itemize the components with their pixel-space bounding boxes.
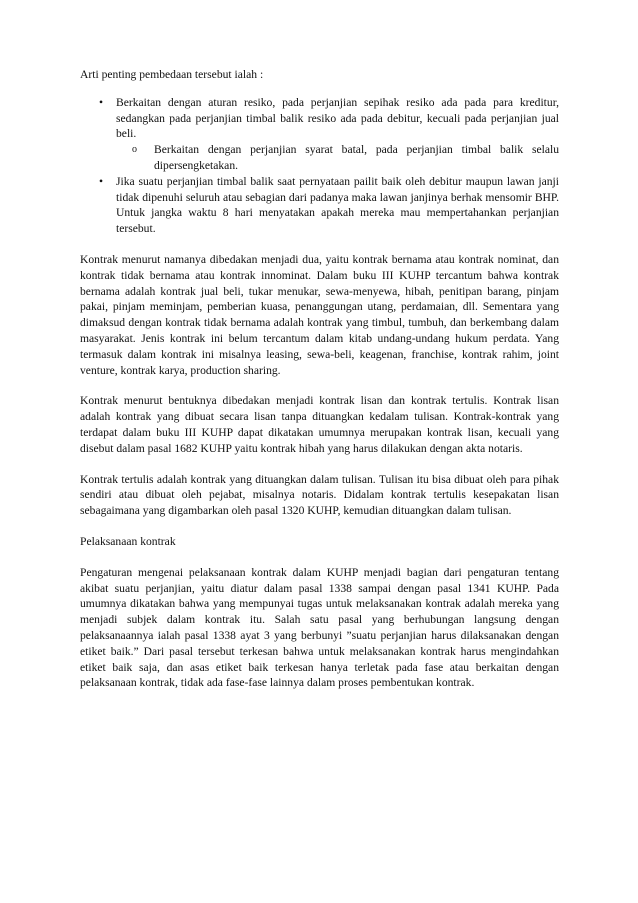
paragraph-kontrak-bentuk: Kontrak menurut bentuknya dibedakan menjadi kontrak lisan dan kontrak tertulis. Kontrak lisan adalah kontrak yang dibuat secara lisan tanpa dituangkan kedalam tulisan. Kontrak-kontrak yang terdapat dalam buku III KUHP dapat dikatakan umumnya merupakan kontrak lisan, kecuali yang disebut dalam pasal 1682 KUHP yaitu kontrak hibah yang harus dilakukan dengan akta notaris. [80, 394, 559, 455]
sub-bullet-list [116, 142, 559, 174]
section-heading: Pelaksanaan kontrak [80, 534, 176, 548]
bullet-marker: • [98, 174, 104, 188]
bullet-marker: • [98, 95, 104, 109]
bullet-text: Berkaitan dengan aturan resiko, pada perjanjian sepihak resiko ada pada para kreditur, sedangkan pada perjanjian timbal balik resiko ada pada debitur, kecuali pada perjanjian jual beli. [116, 95, 559, 141]
sub-bullet-item [132, 142, 559, 174]
bullet-list [80, 95, 559, 237]
document-page [80, 67, 559, 691]
bullet-text: Jika suatu perjanjian timbal balik saat pernyataan pailit baik oleh debitur maupun lawan janji tidak dipenuhi seluruh atau sebagian dari padanya maka lawan janjinya berhak mensomir BHP. Untuk jangka waktu 8 hari menyatakan apakah mereka mau mempertahankan perjanjian tersebut. [116, 174, 559, 236]
paragraph-kontrak-tertulis: Kontrak tertulis adalah kontrak yang dituangkan dalam tulisan. Tulisan itu bisa dibuat oleh para pihak sendiri atau dibuat oleh pejabat, misalnya notaris. Didalam kontrak tertulis kesepakatan lisan sebagaimana yang digambarkan oleh pasal 1320 KUHP, kemudian dituangkan dalam tulisan. [80, 472, 559, 518]
bullet-item [80, 174, 559, 237]
sub-bullet-marker: o [132, 144, 137, 156]
paragraph-kontrak-nama: Kontrak menurut namanya dibedakan menjadi dua, yaitu kontrak bernama atau kontrak nominat, dan kontrak tidak bernama atau kontrak innominat. Dalam buku III KUHP tercantum bahwa kontrak bernama adalah kontrak jual beli, tukar menukar, sewa-menyewa, hibah, penitipan barang, pinjam pakai, pinjam meminjam, pemberian kuasa, penanggungan utang, perdamaian, dll. Sementara yang dimaksud dengan kontrak tidak bernama adalah kontrak yang timbul, tumbuh, dan berkembang dalam masyarakat. Jenis kontrak ini belum tercantum dalam kitab undang-undang hukum perdata. Yang termasuk dalam kontrak ini misalnya leasing, sewa-beli, keagenan, franchise, kontrak rahim, joint venture, kontrak karya, production sharing. [80, 252, 559, 377]
bullet-item [80, 95, 559, 174]
sub-bullet-text: Berkaitan dengan perjanjian syarat batal, pada perjanjian timbal balik selalu dipersengketakan. [154, 143, 559, 172]
paragraph-pelaksanaan: Pengaturan mengenai pelaksanaan kontrak dalam KUHP menjadi bagian dari pengaturan tentang akibat suatu perjanjian, yaitu diatur dalam pasal 1338 sampai dengan pasal 1341 KUHP. Pada umumnya dikatakan bahwa yang mempunyai tugas untuk melaksanakan kontrak adalah mereka yang menjadi subjek dalam kontrak itu. Salah satu pasal yang berhubungan langsung dengan pelaksanaannya ialah pasal 1338 ayat 3 yang berbunyi ”suatu perjanjian harus dilaksanakan dengan etiket baik.” Dari pasal tersebut terkesan bahwa untuk melaksanakan kontrak harus mengindahkan etiket baik saja, dan asas etiket baik terkesan hanya terletak pada fase atau berkaitan dengan pelaksanaan kontrak, tidak ada fase-fase lainnya dalam proses pembentukan kontrak. [80, 565, 559, 690]
intro-text: Arti penting pembedaan tersebut ialah : [80, 68, 264, 81]
